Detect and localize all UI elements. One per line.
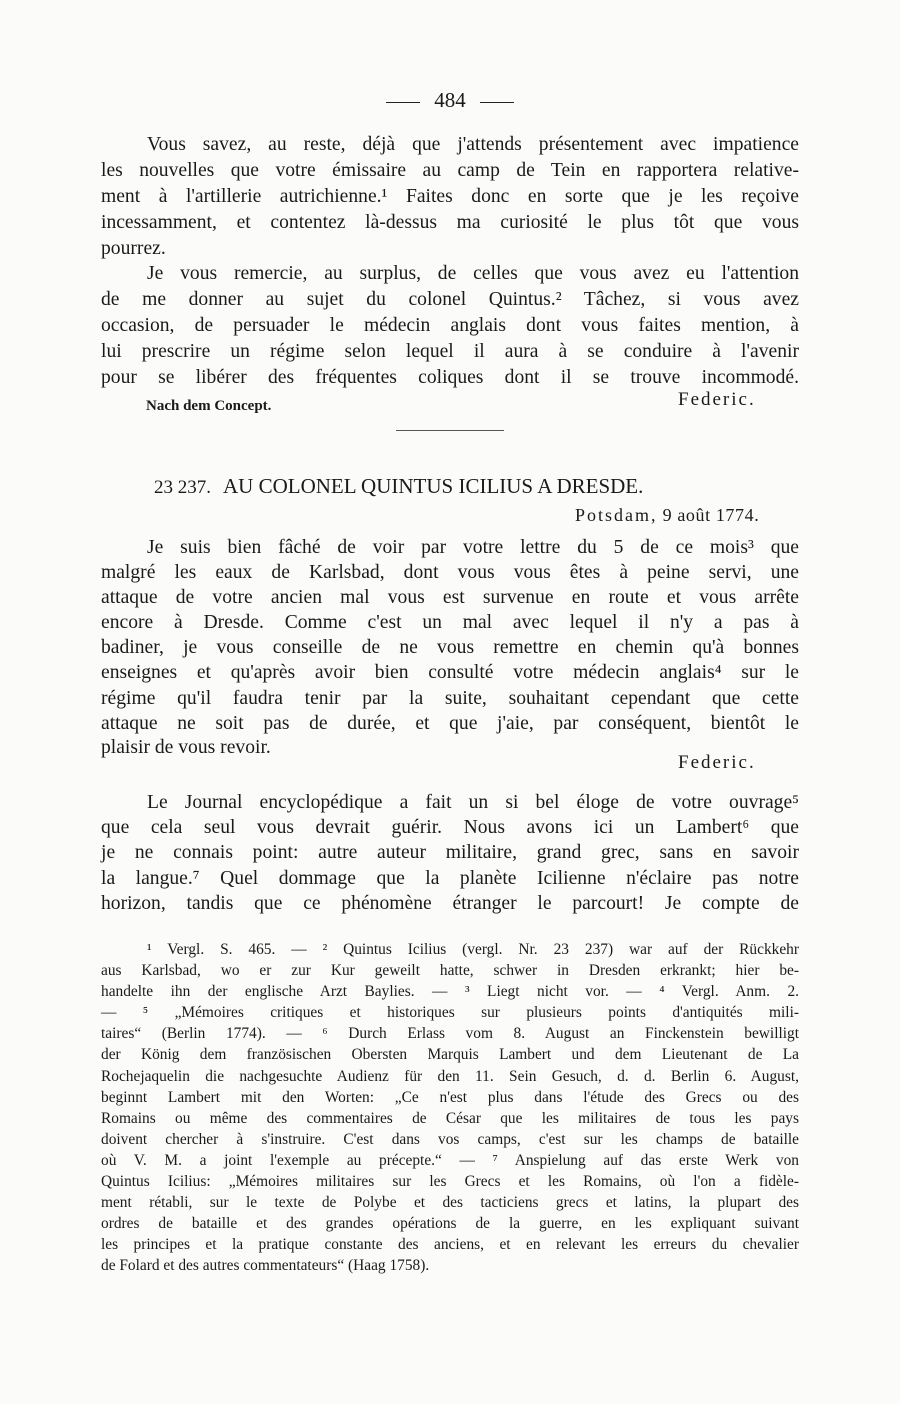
letter-date: 9 août 1774.	[662, 505, 760, 525]
signature: Federic.	[678, 752, 756, 773]
footnote-line: der König dem französischen Obersten Marquis Lambert und dem Lieutenant de La	[101, 1046, 799, 1063]
body-line: les nouvelles que votre émissaire au camp de Tein en rapportera relative-	[101, 160, 799, 181]
body-line: incessamment, et contentez là-dessus ma curiosité le plus tôt que vous	[101, 212, 799, 233]
body-line: attaque ne soit pas de durée, et que j'aie, par conséquent, bientôt le	[101, 713, 799, 734]
body-line: lui prescrire un régime selon lequel il aura à se conduire à l'avenir	[101, 341, 799, 362]
footnote-line: ¹ Vergl. S. 465. — ² Quintus Icilius (vergl. Nr. 23 237) war auf der Rückkehr	[147, 941, 799, 958]
footnote-line: ment rétabli, sur le texte de Polybe et des tacticiens grecs et latins, la plupart des	[101, 1194, 799, 1211]
body-line: ment à l'artillerie autrichienne.¹ Faites donc en sorte que je les reçoive	[101, 186, 799, 207]
letter-title: AU COLONEL QUINTUS ICILIUS A DRESDE.	[223, 474, 644, 498]
body-line: je ne connais point: autre auteur militaire, grand grec, sans en savoir	[101, 842, 799, 863]
footnote-line: handelte ihn der englische Arzt Baylies. — ³ Liegt nicht vor. — ⁴ Vergl. Anm. 2.	[101, 983, 799, 1000]
footnote-line: beginnt Lambert mit den Worten: „Ce n'est plus dans l'étude des Grecs ou des	[101, 1089, 799, 1106]
page-number	[0, 88, 900, 113]
body-line: régime qu'il faudra tenir par la suite, souhaitant cependant que cette	[101, 688, 799, 709]
section-divider	[396, 430, 504, 431]
body-line: horizon, tandis que ce phénomène étranger le parcourt! Je compte de	[101, 893, 799, 914]
source-note: Nach dem Concept.	[146, 398, 272, 414]
body-line: attaque de votre ancien mal vous est survenue en route et vous arrête	[101, 587, 799, 608]
footnote-line: où V. M. a joint l'exemple au précepte.“ — ⁷ Anspielung auf das erste Werk von	[101, 1152, 799, 1169]
body-line: badiner, je vous conseille de ne vous remettre en chemin qu'à bonnes	[101, 637, 799, 658]
body-line: la langue.⁷ Quel dommage que la planète Icilienne n'éclaire pas notre	[101, 868, 799, 889]
footnote-line: Quintus Icilius: „Mémoires militaires sur les Grecs et les Romains, où l'on a fidèle-	[101, 1173, 799, 1190]
footnote-line: Rochejaquelin die nachgesuchte Audienz für den 11. Sein Gesuch, d. d. Berlin 6. August,	[101, 1068, 799, 1085]
signature: Federic.	[678, 389, 756, 410]
footnote-line: les principes et la pratique constante des anciens, et en relevant les erreurs du chevalier	[101, 1236, 799, 1253]
page-number-dash-left	[386, 102, 420, 103]
body-line: enseignes et qu'après avoir bien consulté votre médecin anglais⁴ sur le	[101, 662, 799, 683]
footnote-line: de Folard et des autres commentateurs“ (Haag 1758).	[101, 1257, 430, 1274]
footnote-line: aus Karlsbad, wo er zur Kur geweilt hatte, schwer in Dresden erkrankt; hier be-	[101, 962, 799, 979]
footnote-line: doivent chercher à s'instruire. C'est dans vos camps, c'est sur les champs de bataille	[101, 1131, 799, 1148]
body-line: Je vous remercie, au surplus, de celles que vous avez eu l'attention	[147, 263, 799, 284]
body-line: que cela seul vous devrait guérir. Nous avons ici un Lambert⁶ que	[101, 817, 799, 838]
footnote-line: — ⁵ „Mémoires critiques et historiques sur plusieurs points d'antiquités mili-	[101, 1004, 799, 1021]
letter-dateline	[575, 505, 759, 526]
body-line: encore à Dresde. Comme c'est un mal avec lequel il n'y a pas à	[101, 612, 799, 633]
footnote-line: Romains ou même des commentaires de César que les militaires de tous les pays	[101, 1110, 799, 1127]
page-number-dash-right	[480, 102, 514, 103]
body-line: Je suis bien fâché de voir par votre lettre du 5 de ce mois³ que	[147, 537, 799, 558]
body-line: de me donner au sujet du colonel Quintus.² Tâchez, si vous avez	[101, 289, 799, 310]
letter-heading	[154, 474, 643, 499]
letter-number: 23 237.	[154, 477, 211, 498]
body-line: Le Journal encyclopédique a fait un si bel éloge de votre ouvrage⁵	[147, 792, 799, 813]
body-line: pourrez.	[101, 238, 166, 259]
body-line: malgré les eaux de Karlsbad, dont vous vous êtes à peine servi, une	[101, 562, 799, 583]
footnote-line: ordres de bataille et des grandes opérations de la guerre, en les expliquant suivant	[101, 1215, 799, 1232]
body-line: Vous savez, au reste, déjà que j'attends présentement avec impatience	[147, 134, 799, 155]
body-line: pour se libérer des fréquentes coliques dont il se trouve incommodé.	[101, 367, 799, 388]
footnote-line: taires“ (Berlin 1774). — ⁶ Durch Erlass vom 8. August an Finckenstein bewilligt	[101, 1025, 799, 1042]
body-line: plaisir de vous revoir.	[101, 737, 271, 758]
page-number-text: 484	[434, 88, 466, 112]
letter-place: Potsdam,	[575, 505, 658, 525]
body-line: occasion, de persuader le médecin anglais dont vous faites mention, à	[101, 315, 799, 336]
